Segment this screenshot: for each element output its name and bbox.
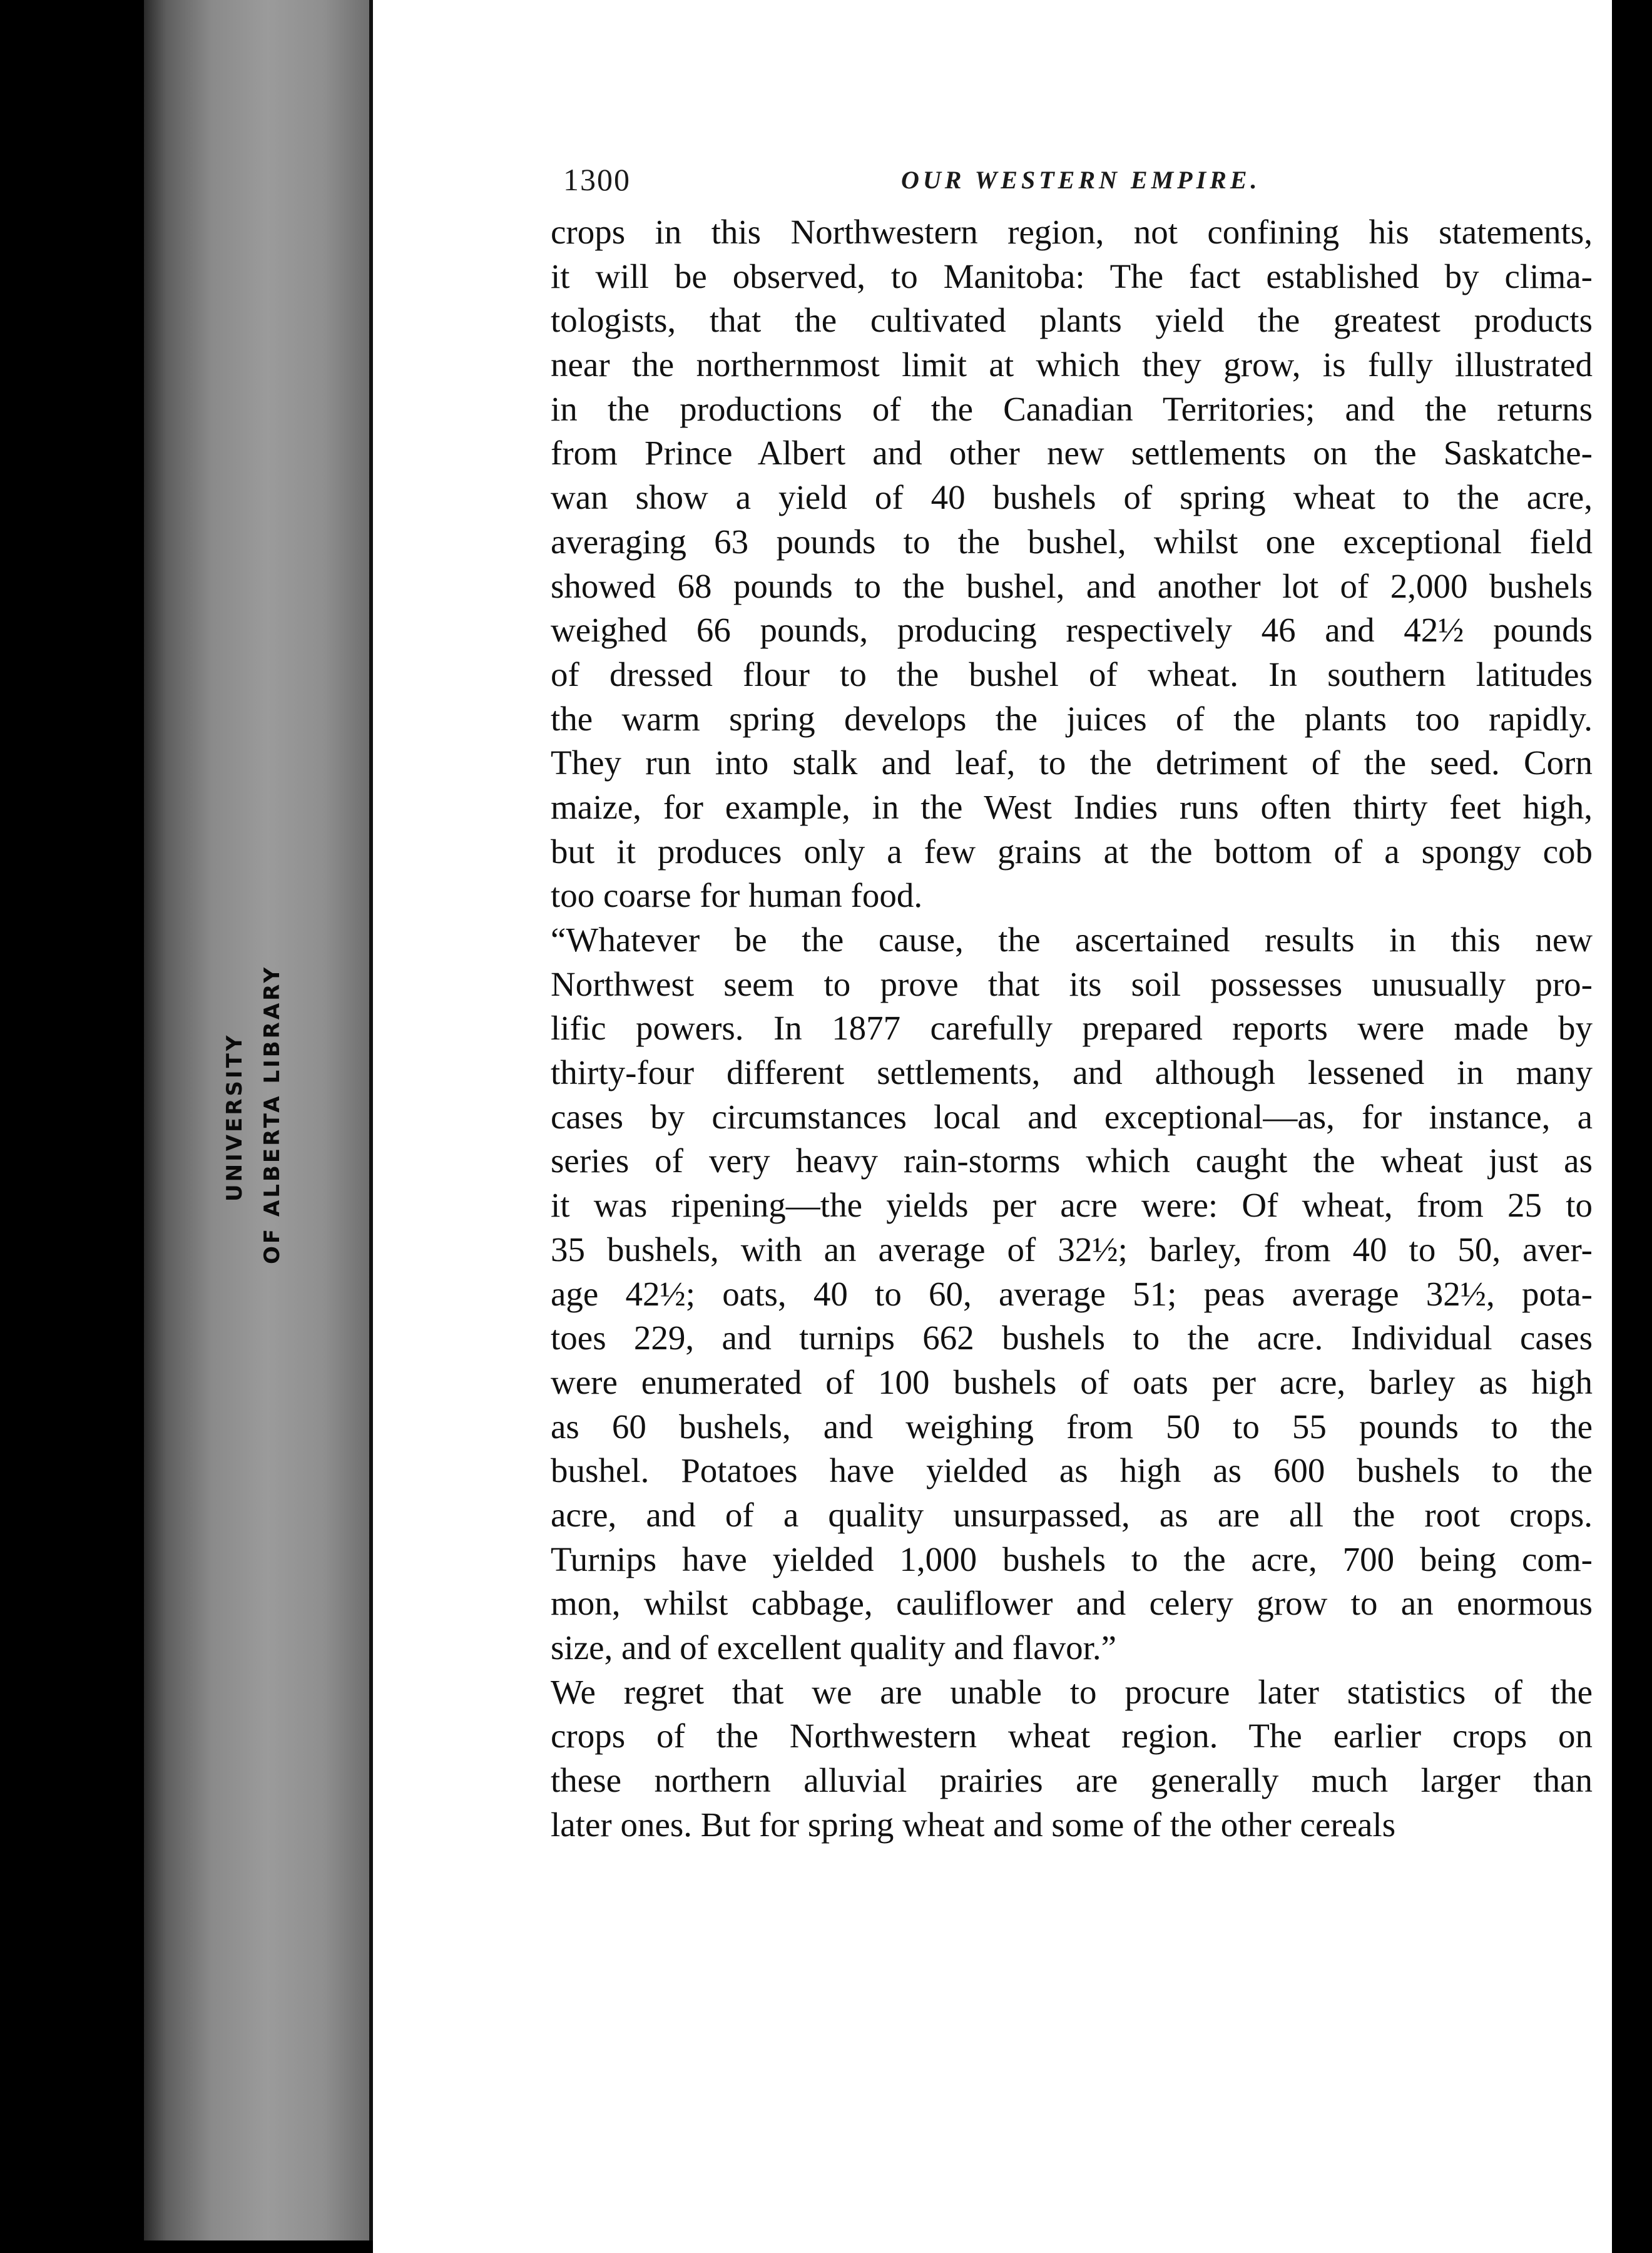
text-line: maize, for example, in the West Indies runs often thirty feet high,	[551, 787, 1593, 826]
running-head: OUR WESTERN EMPIRE.	[901, 166, 1261, 194]
page-edge-shadow	[1612, 0, 1652, 2253]
text-line: it was ripening—the yields per acre were: Of wheat, from 25 to	[551, 1186, 1593, 1225]
text-line: acre, and of a quality unsurpassed, as are all the root crops.	[551, 1495, 1593, 1534]
text-line: 35 bushels, with an average of 32½; barley, from 40 to 50, aver-	[551, 1230, 1593, 1269]
text-line: averaging 63 pounds to the bushel, whilst one exceptional field	[551, 522, 1593, 561]
text-line: crops in this Northwestern region, not confining his statements,	[551, 213, 1593, 251]
text-line: weighed 66 pounds, producing respectively 46 and 42½ pounds	[551, 611, 1593, 650]
text-line: Northwest seem to prove that its soil possesses unusually pro-	[551, 964, 1593, 1003]
text-line: We regret that we are unable to procure later statistics of the	[551, 1672, 1593, 1711]
library-stamp-line-2: OF ALBERTA LIBRARY	[260, 964, 285, 1264]
text-line: but it produces only a few grains at the bottom of a spongy cob	[551, 832, 1593, 871]
text-line: cases by circumstances local and exceptional—as, for instance, a	[551, 1097, 1593, 1136]
text-line: tologists, that the cultivated plants yield the greatest products	[551, 301, 1593, 340]
page-number: 1300	[563, 162, 631, 197]
text-line: near the northernmost limit at which they grow, is fully illustrated	[551, 345, 1593, 384]
text-line: lific powers. In 1877 carefully prepared reports were made by	[551, 1009, 1593, 1048]
text-line: bushel. Potatoes have yielded as high as 600 bushels to the	[551, 1451, 1593, 1490]
text-line: these northern alluvial prairies are generally much larger than	[551, 1761, 1593, 1800]
text-line: wan show a yield of 40 bushels of spring wheat to the acre,	[551, 478, 1593, 517]
text-line: of dressed flour to the bushel of wheat. In southern latitudes	[551, 655, 1593, 693]
text-line: showed 68 pounds to the bushel, and another lot of 2,000 bushels	[551, 566, 1593, 605]
text-line: size, and of excellent quality and flavor.”	[551, 1628, 1117, 1667]
text-line: too coarse for human food.	[551, 876, 923, 915]
text-line: series of very heavy rain-storms which caught the wheat just as	[551, 1142, 1593, 1180]
library-stamp	[222, 914, 297, 1289]
text-line: mon, whilst cabbage, cauliflower and celery grow to an enormous	[551, 1584, 1593, 1623]
page-header	[563, 161, 1270, 199]
text-line: it will be observed, to Manitoba: The fact established by clima-	[551, 257, 1593, 295]
library-stamp-line-1: UNIVERSITY	[222, 1033, 247, 1202]
text-line: as 60 bushels, and weighing from 50 to 55 pounds to the	[551, 1407, 1593, 1446]
text-line: in the productions of the Canadian Territories; and the returns	[551, 389, 1593, 428]
body-text	[551, 210, 1593, 1847]
text-line: the warm spring develops the juices of the plants too rapidly.	[551, 699, 1593, 738]
text-line: “Whatever be the cause, the ascertained results in this new	[551, 921, 1593, 959]
text-line: were enumerated of 100 bushels of oats per acre, barley as high	[551, 1362, 1593, 1401]
text-line: Turnips have yielded 1,000 bushels to the acre, 700 being com-	[551, 1540, 1593, 1578]
text-line: later ones. But for spring wheat and some of the other cereals	[551, 1805, 1396, 1844]
text-line: toes 229, and turnips 662 bushels to the acre. Individual cases	[551, 1319, 1593, 1357]
text-line: age 42½; oats, 40 to 60, average 51; peas average 32½, pota-	[551, 1274, 1593, 1313]
text-line: thirty-four different settlements, and although lessened in many	[551, 1053, 1593, 1092]
text-line: from Prince Albert and other new settlements on the Saskatche-	[551, 434, 1593, 473]
text-line: crops of the Northwestern wheat region. The earlier crops on	[551, 1717, 1593, 1755]
text-line: They run into stalk and leaf, to the detriment of the seed. Corn	[551, 743, 1593, 782]
